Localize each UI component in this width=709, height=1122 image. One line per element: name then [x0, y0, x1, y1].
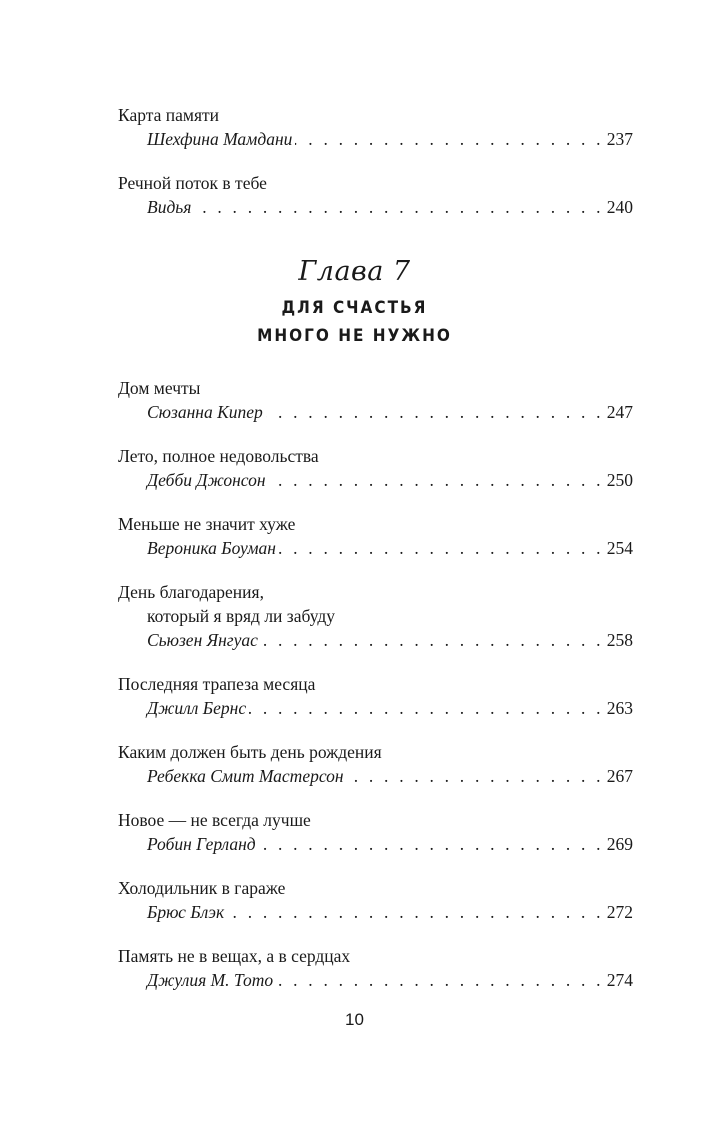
toc-entry-title: Речной поток в тебе	[118, 173, 267, 193]
toc-entry-author: Сьюзен Янгуас	[147, 630, 258, 650]
dot-leader	[259, 832, 604, 856]
dot-leader	[295, 127, 603, 151]
toc-entry-title: Новое — не всегда лучше	[118, 810, 311, 830]
toc-entry-page: 250	[606, 470, 633, 490]
toc-entry-page: 258	[606, 630, 633, 650]
toc-entry-title: Меньше не значит хуже	[118, 514, 296, 534]
chapter-label: Глава 7	[298, 256, 411, 287]
dot-leader	[261, 628, 604, 652]
toc-entry-page: 240	[606, 197, 633, 217]
toc-entry	[118, 944, 633, 992]
toc-entry	[118, 376, 633, 424]
toc-entry	[118, 580, 633, 652]
toc-entry	[118, 103, 633, 151]
chapter-title-line-2: МНОГО НЕ НУЖНО	[257, 326, 452, 346]
dot-leader	[269, 468, 604, 492]
toc-entry	[118, 512, 633, 560]
toc-entry-author: Брюс Блэк	[147, 902, 225, 922]
toc-entry	[118, 672, 633, 720]
dot-leader	[347, 764, 604, 788]
toc-entry-page: 267	[606, 766, 633, 786]
toc-entry-author: Джилл Бернс	[147, 698, 247, 718]
toc-entry-title: День благодарения,	[118, 582, 264, 602]
dot-leader	[276, 968, 604, 992]
page-number: 10	[345, 1010, 364, 1029]
toc-entry-page: 269	[606, 834, 633, 854]
dot-leader	[227, 900, 604, 924]
toc-entry-title: Карта памяти	[118, 105, 220, 125]
toc-entry-title: Память не в вещах, а в сердцах	[118, 946, 351, 966]
toc-entry-page: 247	[606, 402, 633, 422]
toc-section-bottom	[118, 376, 633, 992]
toc-entry-author: Дебби Джонсон	[147, 470, 266, 490]
chapter-title-line-1: ДЛЯ СЧАСТЬЯ	[281, 298, 428, 318]
toc-entry-title: Холодильник в гараже	[118, 878, 286, 898]
toc-entry-page: 274	[606, 970, 633, 990]
toc-entry-page: 254	[606, 538, 633, 558]
toc-entry-author: Ребекка Смит Мастерсон	[147, 766, 344, 786]
toc-entry	[118, 876, 633, 924]
toc-entry-page: 237	[606, 129, 633, 149]
toc-entry-author: Сюзанна Кипер	[147, 402, 263, 422]
toc-entry-author: Вероника Боуман	[147, 538, 276, 558]
toc-section-top	[118, 103, 633, 219]
toc-entry-title-continuation: который я вряд ли забуду	[147, 606, 336, 626]
toc-entry	[118, 808, 633, 856]
toc-entry-author: Джулия М. Тото	[147, 970, 274, 990]
dot-leader	[266, 400, 604, 424]
toc-entry	[118, 740, 633, 788]
toc-entry-author: Шехфина Мамдани	[147, 129, 293, 149]
dot-leader	[279, 536, 604, 560]
toc-entry-title: Каким должен быть день рождения	[118, 742, 382, 762]
toc-entry	[118, 444, 633, 492]
toc-entry	[118, 171, 633, 219]
toc-entry-author: Видья	[147, 197, 192, 217]
toc-entry-title: Последняя трапеза месяца	[118, 674, 316, 694]
toc-entry-page: 263	[606, 698, 633, 718]
dot-leader	[194, 195, 603, 219]
dot-leader	[249, 696, 604, 720]
toc-entry-title: Лето, полное недовольства	[118, 446, 319, 466]
toc-entry-page: 272	[606, 902, 633, 922]
toc-entry-author: Робин Герланд	[147, 834, 256, 854]
toc-entry-title: Дом мечты	[118, 378, 201, 398]
